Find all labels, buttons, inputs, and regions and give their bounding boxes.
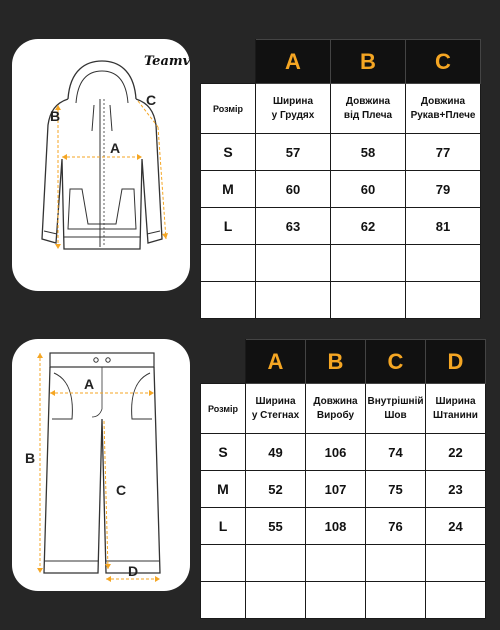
table-cell: 106 bbox=[306, 434, 366, 471]
table-cell: 55 bbox=[246, 508, 306, 545]
corner-cell bbox=[201, 340, 246, 384]
table-cell: 60 bbox=[256, 171, 331, 208]
empty-cell bbox=[406, 282, 481, 319]
letter-c: C bbox=[406, 40, 481, 84]
table-cell: 22 bbox=[426, 434, 486, 471]
table-cell: 76 bbox=[366, 508, 426, 545]
size-label: S bbox=[201, 134, 256, 171]
hoodie-diagram bbox=[12, 39, 190, 291]
header-length-shoulder: Довжина від Плеча bbox=[331, 84, 406, 134]
letter-a: A bbox=[256, 40, 331, 84]
size-label: M bbox=[201, 471, 246, 508]
pants-header-row bbox=[201, 384, 486, 434]
dim-label-c: C bbox=[116, 482, 127, 498]
table-row bbox=[201, 471, 486, 508]
empty-cell bbox=[426, 545, 486, 582]
empty-cell bbox=[201, 282, 256, 319]
pants-size-table bbox=[200, 339, 486, 619]
empty-cell bbox=[406, 245, 481, 282]
empty-row bbox=[201, 245, 481, 282]
empty-cell bbox=[201, 582, 246, 619]
letter-a: A bbox=[246, 340, 306, 384]
table-cell: 62 bbox=[331, 208, 406, 245]
dim-label-b: B bbox=[25, 450, 36, 466]
size-column-header: Розмір bbox=[201, 384, 246, 434]
dim-label-d: D bbox=[128, 563, 139, 579]
empty-cell bbox=[306, 545, 366, 582]
hoodie-size-table bbox=[200, 39, 481, 319]
empty-cell bbox=[201, 545, 246, 582]
size-label: S bbox=[201, 434, 246, 471]
table-cell: 24 bbox=[426, 508, 486, 545]
empty-row bbox=[201, 545, 486, 582]
header-sleeve-shoulder: Довжина Рукав+Плече bbox=[406, 84, 481, 134]
size-label: L bbox=[201, 508, 246, 545]
dim-label-c: C bbox=[146, 92, 157, 108]
empty-cell bbox=[246, 545, 306, 582]
pants-diagram-card bbox=[12, 339, 190, 591]
empty-row bbox=[201, 282, 481, 319]
hoodie-diagram-card bbox=[12, 39, 190, 291]
size-label: M bbox=[201, 171, 256, 208]
empty-cell bbox=[331, 245, 406, 282]
empty-cell bbox=[331, 282, 406, 319]
empty-row bbox=[201, 582, 486, 619]
table-cell: 49 bbox=[246, 434, 306, 471]
empty-cell bbox=[256, 245, 331, 282]
empty-cell bbox=[306, 582, 366, 619]
table-cell: 23 bbox=[426, 471, 486, 508]
header-inseam: Внутрішній Шов bbox=[366, 384, 426, 434]
table-cell: 58 bbox=[331, 134, 406, 171]
header-leg-width: Ширина Штанини bbox=[426, 384, 486, 434]
table-cell: 75 bbox=[366, 471, 426, 508]
letter-c: C bbox=[366, 340, 426, 384]
dim-label-b: B bbox=[50, 108, 61, 124]
corner-cell bbox=[201, 40, 256, 84]
letter-b: B bbox=[306, 340, 366, 384]
hoodie-letter-row bbox=[201, 40, 481, 84]
empty-cell bbox=[256, 282, 331, 319]
dim-label-a: A bbox=[110, 140, 121, 156]
size-column-header: Розмір bbox=[201, 84, 256, 134]
table-row bbox=[201, 508, 486, 545]
table-cell: 77 bbox=[406, 134, 481, 171]
empty-cell bbox=[366, 545, 426, 582]
pants-diagram bbox=[12, 339, 190, 591]
hoodie-header-row bbox=[201, 84, 481, 134]
empty-cell bbox=[246, 582, 306, 619]
dim-label-a: A bbox=[84, 376, 95, 392]
pants-letter-row bbox=[201, 340, 486, 384]
empty-cell bbox=[426, 582, 486, 619]
table-cell: 107 bbox=[306, 471, 366, 508]
table-cell: 79 bbox=[406, 171, 481, 208]
size-label: L bbox=[201, 208, 256, 245]
table-row bbox=[201, 134, 481, 171]
table-cell: 74 bbox=[366, 434, 426, 471]
letter-d: D bbox=[426, 340, 486, 384]
letter-b: B bbox=[331, 40, 406, 84]
table-cell: 57 bbox=[256, 134, 331, 171]
header-total-length: Довжина Виробу bbox=[306, 384, 366, 434]
table-row bbox=[201, 208, 481, 245]
table-cell: 52 bbox=[246, 471, 306, 508]
empty-cell bbox=[366, 582, 426, 619]
table-cell: 81 bbox=[406, 208, 481, 245]
table-cell: 60 bbox=[331, 171, 406, 208]
table-cell: 108 bbox=[306, 508, 366, 545]
table-cell: 63 bbox=[256, 208, 331, 245]
table-row bbox=[201, 171, 481, 208]
table-row bbox=[201, 434, 486, 471]
empty-cell bbox=[201, 245, 256, 282]
brand-logo: Teamv bbox=[144, 54, 190, 69]
header-chest-width: Ширина у Грудях bbox=[256, 84, 331, 134]
header-hip-width: Ширина у Стегнах bbox=[246, 384, 306, 434]
